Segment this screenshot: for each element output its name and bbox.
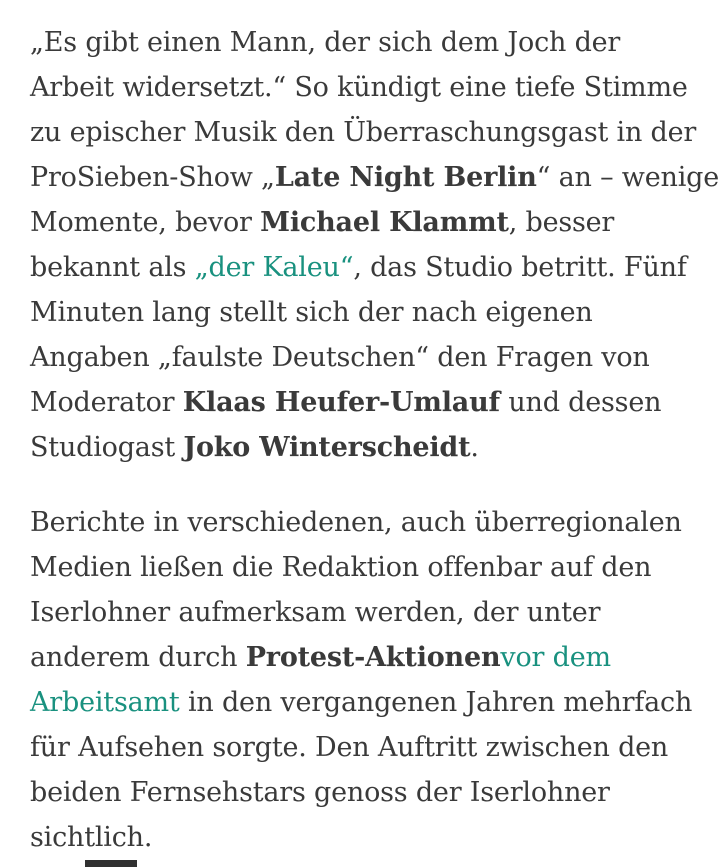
text-line [30,590,700,635]
text-run: , besser [508,207,615,238]
text-line [30,680,700,725]
text-run: Arbeit widersetzt.“ So kündigt eine tiefe Stimme [30,72,688,103]
text-run: , das Studio betritt. Fünf [353,252,687,283]
text-run: Iserlohner aufmerksam werden, der unter [30,597,601,628]
text-run: . [470,432,479,463]
text-line [30,290,700,335]
text-run: Minuten lang stellt sich der nach eigenen [30,297,593,328]
bold-text: Late Night Berlin [274,162,537,193]
text-line [30,335,700,380]
text-line [30,770,700,815]
text-run: sichtlich. [30,822,153,853]
text-run: für Aufsehen sorgte. Den Auftritt zwischen den [30,732,669,763]
text-run: Studiogast [30,432,184,463]
bold-text: Protest-Aktionen [245,642,501,673]
text-run: „Es gibt einen Mann, der sich dem Joch der [30,27,621,58]
text-run: Angaben „faulste Deutschen“ den Fragen von [30,342,650,373]
text-run: bekannt als [30,252,195,283]
text-run: und dessen [499,387,662,418]
text-line [30,110,700,155]
text-line [30,815,700,860]
text-line [30,20,700,65]
bold-text: Michael Klammt [260,207,509,238]
text-line [30,65,700,110]
cutoff-next-element [85,860,137,867]
text-line [30,500,700,545]
text-run: “ an – wenige [536,162,719,193]
text-run: Moderator [30,387,183,418]
paragraph [30,20,719,470]
text-line [30,155,719,200]
text-run: beiden Fernsehstars genoss der Iserlohner [30,777,610,808]
text-run: Momente, bevor [30,207,261,238]
inline-link[interactable]: Arbeitsamt [30,687,180,718]
text-line [30,425,700,470]
text-run: Berichte in verschiedenen, auch überregionalen [30,507,682,538]
text-run: zu epischer Musik den Überraschungsgast in der [30,117,697,148]
text-run: in den vergangenen Jahren mehrfach [179,687,693,718]
text-line [30,725,700,770]
bold-text: Joko Winterscheidt [183,432,471,463]
text-line [30,635,700,680]
inline-link[interactable]: vor dem [500,642,611,673]
text-run: ProSieben-Show „ [30,162,275,193]
paragraph [30,500,700,860]
text-line [30,380,700,425]
text-line [30,545,700,590]
text-line [30,200,700,245]
bold-text: Klaas Heufer-Umlauf [182,387,500,418]
text-run: Medien ließen die Redaktion offenbar auf den [30,552,652,583]
inline-link[interactable]: „der Kaleu“ [194,252,354,283]
text-line [30,245,700,290]
text-run: anderem durch [30,642,246,673]
